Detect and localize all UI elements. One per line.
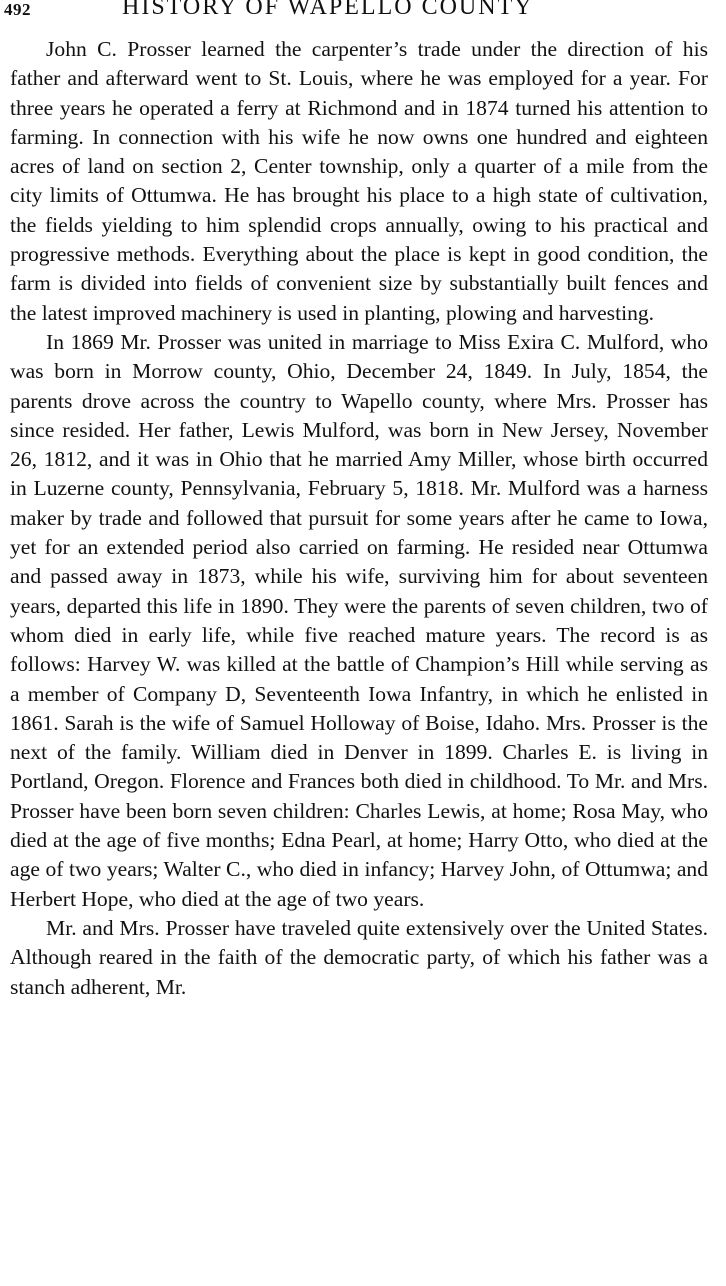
page-number: 492	[4, 0, 31, 19]
paragraph-travel-politics: Mr. and Mrs. Prosser have traveled quite extensively over the United States. Although reared in the faith of the democratic party, of which his father was a stanch adherent, Mr.	[10, 915, 708, 999]
page-header	[4, 0, 716, 24]
body-text	[10, 35, 708, 1002]
paragraph-marriage-family: In 1869 Mr. Prosser was united in marriage to Miss Exira C. Mulford, who was born in Morrow county, Ohio, December 24, 1849. In July, 1854, the parents drove across the country to Wapello county, where Mrs. Prosser has since resided. Her father, Lewis Mulford, was born in New Jersey, November 26, 1812, and it was in Ohio that he married Amy Miller, whose birth occurred in Luzerne county, Pennsylvania, February 5, 1818. Mr. Mulford was a harness maker by trade and followed that pursuit for some years after he came to Iowa, yet for an extended period also carried on farming. He resided near Ottumwa and passed away in 1873, while his wife, surviving him for about seventeen years, departed this life in 1890. They were the parents of seven children, two of whom died in early life, while five reached mature years. The record is as follows: Harvey W. was killed at the battle of Champion’s Hill while serving as a member of Company D, Seventeenth Iowa Infantry, in which he enlisted in 1861. Sarah is the wife of Samuel Holloway of Boise, Idaho. Mrs. Prosser is the next of the family. William died in Denver in 1899. Charles E. is living in Portland, Oregon. Florence and Frances both died in childhood. To Mr. and Mrs. Prosser have been born seven children: Charles Lewis, at home; Rosa May, who died at the age of five months; Edna Pearl, at home; Harry Otto, who died at the age of two years; Walter C., who died in infancy; Harvey John, of Ottumwa; and Herbert Hope, who died at the age of two years.	[10, 329, 708, 911]
paragraph-prosser-career: John C. Prosser learned the carpenter’s trade under the direction of his father and afterward went to St. Louis, where he was employed for a year. For three years he operated a ferry at Richmond and in 1874 turned his attention to farming. In connection with his wife he now owns one hundred and eighteen acres of land on section 2, Center township, only a quarter of a mile from the city limits of Ottumwa. He has brought his place to a high state of cultivation, the fields yielding to him splendid crops annually, owing to his practical and progressive methods. Everything about the place is kept in good condition, the farm is divided into fields of convenient size by substantially built fences and the latest improved machinery is used in planting, plowing and harvesting.	[10, 37, 708, 325]
running-head: HISTORY OF WAPELLO COUNTY	[122, 0, 534, 20]
